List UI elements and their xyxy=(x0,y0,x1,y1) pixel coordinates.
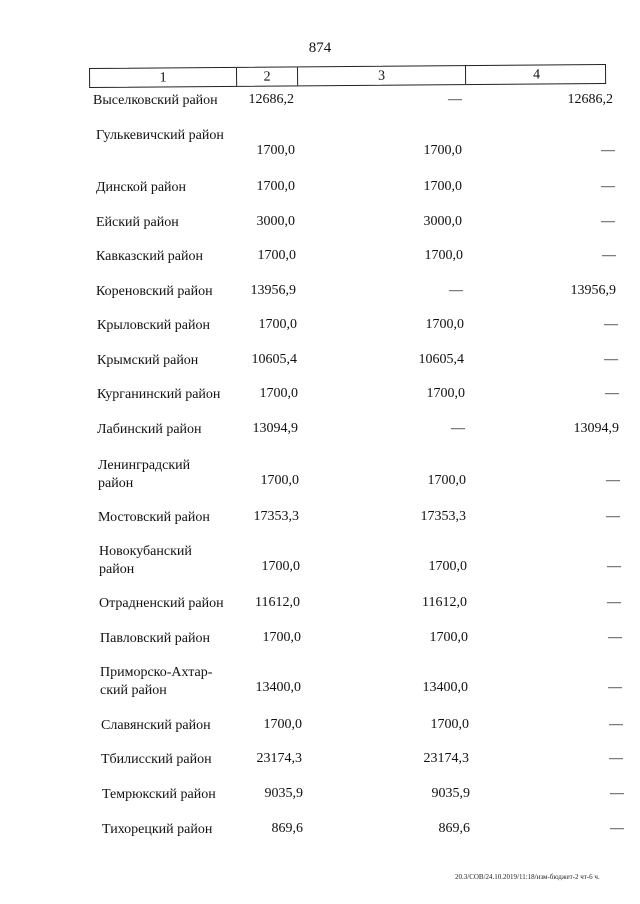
total-amount: 1700,0 xyxy=(258,317,297,332)
table-row xyxy=(0,92,640,132)
district-name: Ленинградский район xyxy=(98,458,191,491)
amount-col-4: — xyxy=(606,473,620,488)
amount-col-3: 1700,0 xyxy=(427,473,466,488)
document-footer: 20.3/СОВ/24.10.2019/11:18/изм-бюджет-2 чт-6 ч. xyxy=(455,873,600,881)
amount-col-3: 1700,0 xyxy=(430,717,469,732)
total-amount: 869,6 xyxy=(271,821,303,836)
total-amount: 13094,9 xyxy=(252,421,298,436)
page-number: 874 xyxy=(308,40,332,56)
total-amount: 1700,0 xyxy=(256,179,295,194)
district-name: Кореновский район xyxy=(96,284,213,299)
district-name: Славянский район xyxy=(101,718,211,733)
total-amount: 23174,3 xyxy=(256,751,302,766)
district-name: Тбилисский район xyxy=(101,752,212,767)
total-amount: 12686,2 xyxy=(248,92,294,107)
amount-col-4: — xyxy=(610,821,624,836)
amount-col-3: 1700,0 xyxy=(429,630,468,645)
total-amount: 9035,9 xyxy=(264,786,303,801)
table-row xyxy=(0,786,640,826)
amount-col-3: 1700,0 xyxy=(423,179,462,194)
amount-col-3: 23174,3 xyxy=(423,751,469,766)
header-col-2: 2 xyxy=(236,67,297,85)
header-col-4: 4 xyxy=(465,65,607,84)
table-row xyxy=(0,543,640,583)
table-row xyxy=(0,179,640,219)
total-amount: 1700,0 xyxy=(257,248,296,263)
table-row xyxy=(0,664,640,704)
total-amount: 1700,0 xyxy=(263,717,302,732)
district-name: Ейский район xyxy=(96,215,179,230)
amount-col-3: 13400,0 xyxy=(422,680,468,695)
district-name: Лабинский район xyxy=(97,422,202,437)
amount-col-3: 1700,0 xyxy=(424,248,463,263)
amount-col-3: 869,6 xyxy=(438,821,470,836)
district-name: Новокубанский район xyxy=(99,544,192,577)
total-amount: 13956,9 xyxy=(250,283,296,298)
district-name: Гулькевичский район xyxy=(96,128,224,143)
table-row xyxy=(0,821,640,861)
district-name: Крыловский район xyxy=(97,318,210,333)
amount-col-4: — xyxy=(609,751,623,766)
amount-col-4: 13956,9 xyxy=(570,283,616,298)
table-row xyxy=(0,127,640,167)
table-row xyxy=(0,317,640,357)
header-col-1: 1 xyxy=(159,70,167,86)
amount-col-4: — xyxy=(607,595,621,610)
table-row xyxy=(0,248,640,288)
amount-col-3: 1700,0 xyxy=(426,386,465,401)
amount-col-4: — xyxy=(607,559,621,574)
district-name: Динской район xyxy=(96,180,187,195)
amount-col-4: — xyxy=(610,786,624,801)
table-row xyxy=(0,421,640,461)
amount-col-4: — xyxy=(601,214,615,229)
amount-col-3: — xyxy=(451,421,465,436)
amount-col-4: 12686,2 xyxy=(567,92,613,107)
table-row xyxy=(0,457,640,497)
district-name: Кавказский район xyxy=(96,249,204,264)
table-row xyxy=(0,386,640,426)
amount-col-3: 9035,9 xyxy=(431,786,470,801)
district-name: Темрюкский район xyxy=(102,787,216,802)
district-name: Мостовский район xyxy=(98,510,210,525)
total-amount: 10605,4 xyxy=(251,352,297,367)
district-name: Крымский район xyxy=(97,353,199,368)
amount-col-3: — xyxy=(449,283,463,298)
total-amount: 1700,0 xyxy=(260,473,299,488)
amount-col-4: — xyxy=(601,179,615,194)
table-row xyxy=(0,595,640,635)
amount-col-4: 13094,9 xyxy=(573,421,619,436)
district-name: Тихорецкий район xyxy=(102,822,213,837)
amount-col-4: — xyxy=(605,386,619,401)
total-amount: 1700,0 xyxy=(261,559,300,574)
total-amount: 11612,0 xyxy=(255,595,300,610)
amount-col-4: — xyxy=(606,509,620,524)
amount-col-4: — xyxy=(609,717,623,732)
district-name: Отрадненский район xyxy=(99,596,224,611)
amount-col-4: — xyxy=(608,630,622,645)
total-amount: 3000,0 xyxy=(256,214,295,229)
total-amount: 1700,0 xyxy=(259,386,298,401)
district-name: Павловский район xyxy=(100,631,210,646)
amount-col-4: — xyxy=(604,317,618,332)
amount-col-3: 1700,0 xyxy=(428,559,467,574)
total-amount: 1700,0 xyxy=(256,143,295,158)
header-col-3: 3 xyxy=(297,66,465,85)
amount-col-4: — xyxy=(602,248,616,263)
district-name: Выселковский район xyxy=(93,93,218,108)
amount-col-4: — xyxy=(608,680,622,695)
amount-col-3: 17353,3 xyxy=(420,509,466,524)
table-row xyxy=(0,751,640,791)
amount-col-3: 1700,0 xyxy=(423,143,462,158)
district-name: Приморско-Ахтар-ский район xyxy=(100,665,213,698)
total-amount: 17353,3 xyxy=(253,509,299,524)
amount-col-3: 3000,0 xyxy=(423,214,462,229)
total-amount: 13400,0 xyxy=(255,680,301,695)
district-name: Курганинский район xyxy=(97,387,221,402)
amount-col-3: 1700,0 xyxy=(425,317,464,332)
amount-col-3: — xyxy=(448,92,462,107)
amount-col-4: — xyxy=(601,143,615,158)
amount-col-3: 11612,0 xyxy=(422,595,467,610)
total-amount: 1700,0 xyxy=(262,630,301,645)
amount-col-4: — xyxy=(604,352,618,367)
amount-col-3: 10605,4 xyxy=(418,352,464,367)
